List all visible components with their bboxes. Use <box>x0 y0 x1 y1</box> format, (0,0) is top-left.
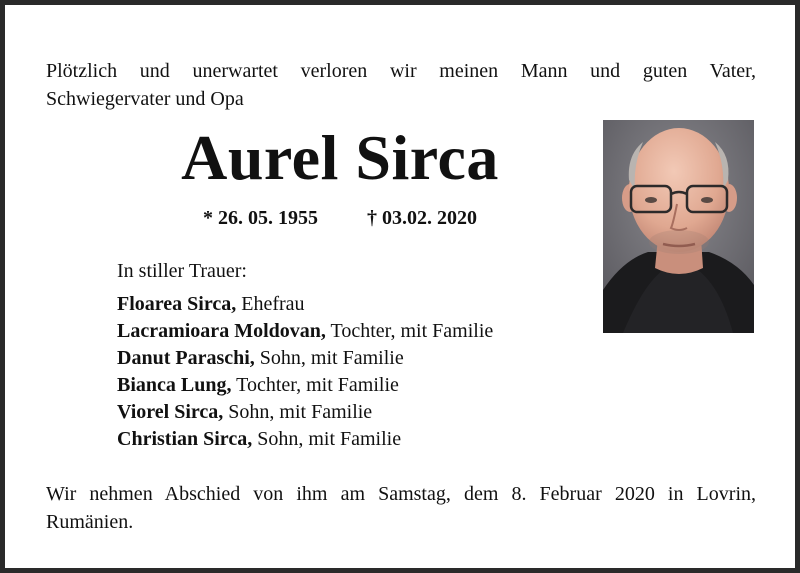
mourner-name: Danut Paraschi, <box>117 347 255 369</box>
mourner-item <box>117 372 493 399</box>
mourner-relation: Sohn, mit Familie <box>223 401 373 423</box>
deceased-name: Aurel Sirca <box>181 122 499 193</box>
birth-date: * 26. 05. 1955 <box>203 207 318 229</box>
death-date: † 03.02. 2020 <box>367 207 477 229</box>
mourner-item <box>117 345 493 372</box>
mourner-relation: Tochter, mit Familie <box>231 374 399 396</box>
mourner-name: Bianca Lung, <box>117 374 232 396</box>
mourner-relation: Sohn, mit Familie <box>254 347 404 369</box>
farewell-text <box>46 480 756 536</box>
intro-text <box>46 57 756 113</box>
mourner-relation: Ehefrau <box>236 293 305 315</box>
mourner-item <box>117 399 493 426</box>
mourner-relation: Sohn, mit Familie <box>252 428 402 450</box>
intro-line-1: Plötzlich und unerwartet verloren wir meinen Mann und guten Vater, <box>46 60 756 82</box>
life-dates <box>0 207 680 230</box>
mourner-name: Christian Sirca, <box>117 428 253 450</box>
mourner-name: Lacramioara Moldovan, <box>117 320 326 342</box>
intro-line-2: Schwiegervater und Opa <box>46 88 244 110</box>
mourner-item <box>117 426 493 453</box>
mourner-name: Floarea Sirca, <box>117 293 237 315</box>
mourner-relation: Tochter, mit Familie <box>325 320 494 342</box>
farewell-line-1: Wir nehmen Abschied von ihm am Samstag, dem 8. Februar 2020 in Lovrin, <box>46 483 756 505</box>
farewell-line-2: Rumänien. <box>46 511 134 533</box>
mourning-label: In stiller Trauer: <box>117 260 247 282</box>
mourner-item <box>117 318 493 345</box>
mourner-name: Viorel Sirca, <box>117 401 224 423</box>
mourner-item <box>117 291 493 318</box>
mourners-list <box>117 291 493 453</box>
portrait-photo <box>603 120 754 333</box>
